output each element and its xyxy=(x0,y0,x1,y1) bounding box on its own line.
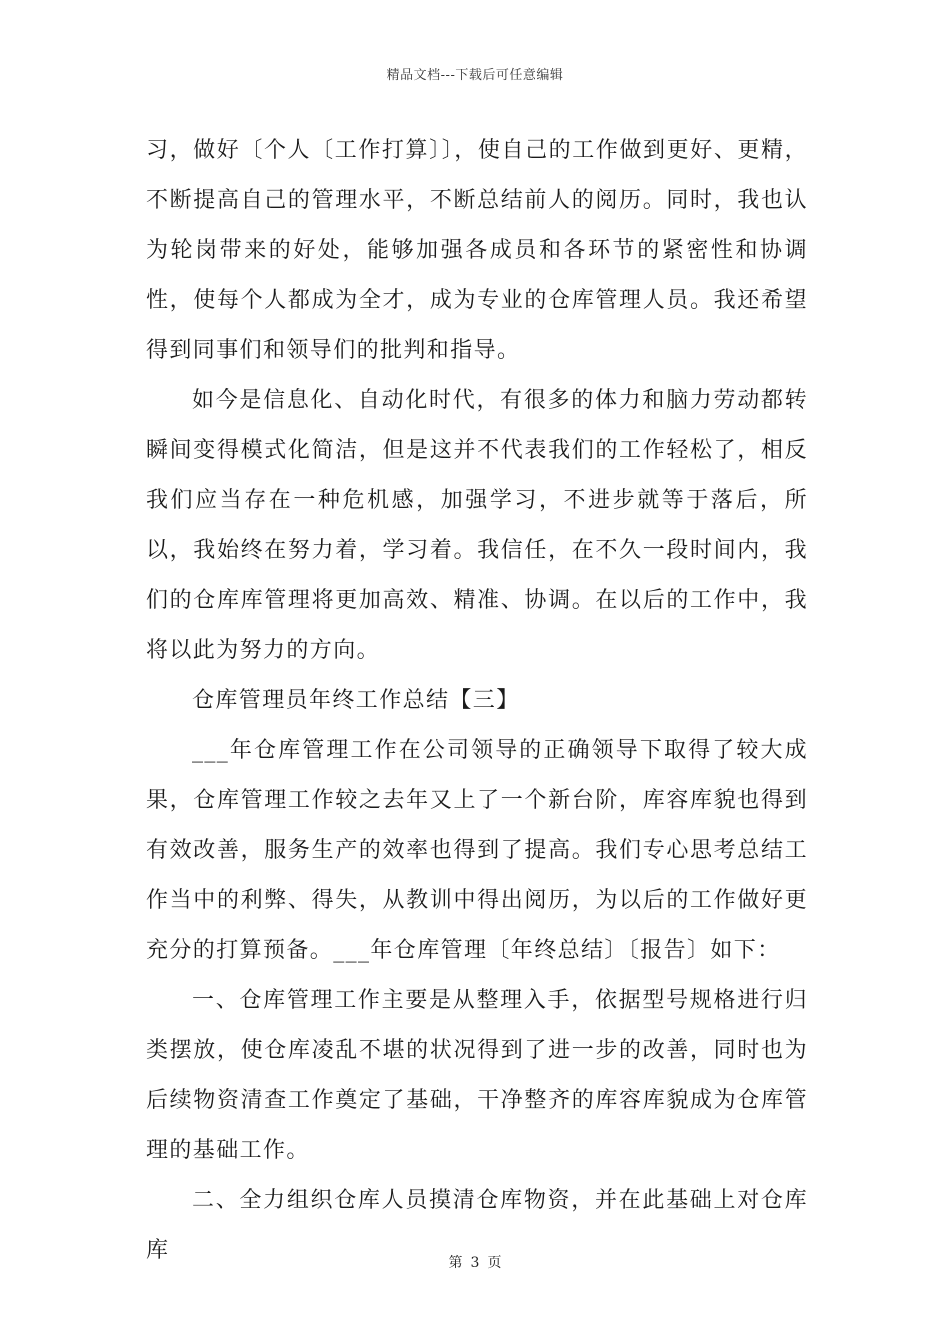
page-header: 精品文档---下载后可任意编辑 xyxy=(386,68,564,83)
document-body xyxy=(146,126,808,1276)
section-heading: 仓库管理员年终工作总结【三】 xyxy=(192,688,520,713)
paragraph: 一、仓库管理工作主要是从整理入手，依据型号规格进行归类摆放，使仓库凌乱不堪的状况得到了进一步的改善，同时也为后续物资清查工作奠定了基础，干净整齐的库容库貌成为仓库管理的基础工作。 xyxy=(146,988,808,1163)
page-number: 3 xyxy=(470,1255,480,1271)
page-suffix: 页 xyxy=(487,1255,502,1271)
paragraph-continuation: 习，做好〔个人〔工作打算〕〕，使自己的工作做到更好、更精，不断提高自己的管理水平，不断总结前人的阅历。同时，我也认为轮岗带来的好处，能够加强各成员和各环节的紧密性和协调性，使每个人都成为全才，成为专业的仓库管理人员。我还希望得到同事们和领导们的批判和指导。 xyxy=(146,138,808,363)
page-prefix: 第 xyxy=(448,1255,463,1271)
page-number-footer xyxy=(0,1252,950,1272)
paragraph: ___年仓库管理工作在公司领导的正确领导下取得了较大成果，仓库管理工作较之去年又上了一个新台阶，库容库貌也得到有效改善，服务生产的效率也得到了提高。我们专心思考总结工作当中的利弊、得失，从教训中得出阅历，为以后的工作做好更充分的打算预备。___年仓库管理〔年终总结〕〔报告〕如下： xyxy=(146,738,808,963)
paragraph: 如今是信息化、自动化时代，有很多的体力和脑力劳动都转瞬间变得模式化简洁，但是这并不代表我们的工作轻松了，相反我们应当存在一种危机感，加强学习，不进步就等于落后，所以，我始终在努力着，学习着。我信任，在不久一段时间内，我们的仓库库管理将更加高效、精准、协调。在以后的工作中，我将以此为努力的方向。 xyxy=(146,388,808,663)
paragraph: 二、全力组织仓库人员摸清仓库物资，并在此基础上对仓库库 xyxy=(146,1188,808,1263)
